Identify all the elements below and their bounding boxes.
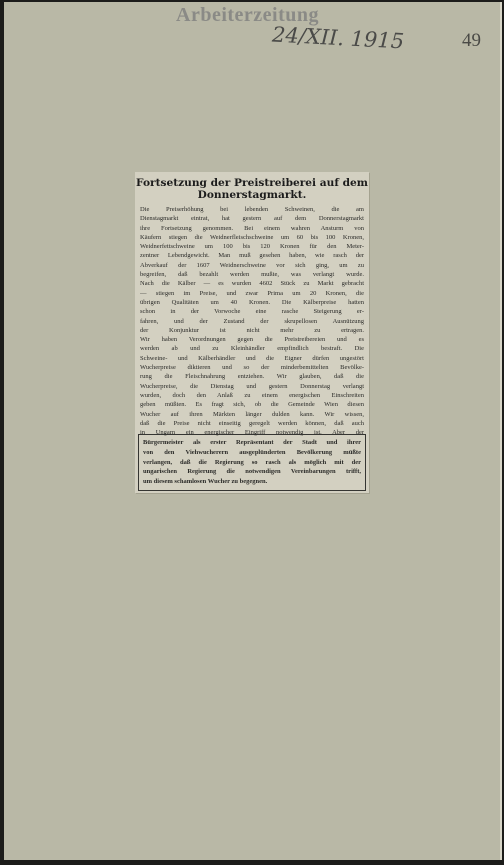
- body-line: Abverkauf der 1607 Weidnerschweine vor sich ging, um zu: [140, 261, 364, 269]
- title-line: Donnerstagmarkt.: [197, 189, 307, 201]
- handwritten-date: 24/XII. 1915: [271, 22, 405, 54]
- page-number: 49: [462, 30, 481, 51]
- body-line: Die Preiserhöhung bei lebenden Schweinen, die am: [140, 206, 364, 213]
- body-line: Wucherpreise, die Dienstag und gestern Donnerstag verlangt: [140, 382, 364, 390]
- body-line: schon in der Vorwoche eine rasche Steigerung er-: [140, 308, 364, 316]
- body-line: übrigen Qualitäten um 40 Kronen. Die Kälberpreise hatten: [140, 298, 364, 306]
- article-title: [135, 177, 369, 201]
- archive-sheet: [4, 2, 502, 860]
- body-line: rung die Fleischnahrung entziehen. Wir glauben, daß die: [140, 373, 364, 381]
- title-line: Fortsetzung der Preistreiberei auf dem: [136, 177, 368, 189]
- body-line: Wucherpreise diktieren und so der minderbemittelten Bevölke-: [140, 364, 364, 372]
- body-line: zentner Lebendgewicht. Man muß gesehen haben, wie rasch der: [140, 252, 364, 260]
- body-line: daß die Preise nicht einseitig geregelt werden können, daß auch: [140, 419, 364, 427]
- box-line: verlangen, daß die Regierung so rasch als möglich mit der: [143, 458, 361, 466]
- box-line: Bürgermeister als erster Repräsentant der Stadt und ihrer: [143, 439, 361, 446]
- body-line: fahren, und der Zustand der skrupellosen Ausnützung: [140, 317, 364, 325]
- article-body: [140, 205, 364, 437]
- boxed-text: [143, 438, 361, 487]
- box-line: ungarischen Regierung die notwendigen Vereinbarungen trifft,: [143, 468, 361, 476]
- body-line: Wir haben Verordnungen gegen die Preistreibereien und es: [140, 336, 364, 344]
- body-line: werden ab und zu Kleinhändler empfindlich bestraft. Die: [140, 345, 364, 353]
- body-line: Schweine- und Kälberhändler und die Eigner dürfen ungestört: [140, 354, 364, 362]
- body-line: Wucher auf ihren Märkten länger dulden kann. Wir wissen,: [140, 410, 364, 418]
- body-line: wurden, doch den Anlaß zu einem energischen Einschreiten: [140, 391, 364, 399]
- body-line: begreifen, daß bezahlt werden mußte, was verlangt wurde.: [140, 271, 364, 279]
- body-line: Dienstagmarkt eintrat, hat gestern auf dem Donnerstagmarkt: [140, 215, 364, 223]
- body-line: in Ungarn ein energischer Eingriff notwendig ist. Aber der: [140, 429, 364, 437]
- body-line: — stiegen im Preise, und zwar Prima um 20 Kronen, die: [140, 289, 364, 297]
- box-line: um diesem schamlosen Wucher zu begegnen.: [143, 478, 268, 486]
- boxed-paragraph: [138, 434, 366, 491]
- body-line: ihre Fortsetzung genommen. Bei einem wahren Ansturm von: [140, 224, 364, 232]
- body-line: Weidnerfettschweine um 100 bis 120 Kronen für den Meter-: [140, 243, 364, 251]
- body-line: geben müßten. Es fragt sich, ob die Gemeinde Wien diesen: [140, 401, 364, 409]
- body-line: der Konjunktur ist nicht mehr zu ertragen.: [140, 326, 364, 334]
- body-line: Nach die Kälber — es wurden 4602 Stück zu Markt gebracht: [140, 280, 364, 288]
- newspaper-clipping: [135, 172, 369, 493]
- newspaper-stamp: Arbeiterzeitung: [176, 4, 320, 26]
- box-line: von den Viehwucherern ausgeplünderten Bevölkerung müßte: [143, 448, 361, 456]
- body-line: Käufern stiegen die Weidnerfleischschweine um 60 bis 100 Kronen,: [140, 233, 364, 241]
